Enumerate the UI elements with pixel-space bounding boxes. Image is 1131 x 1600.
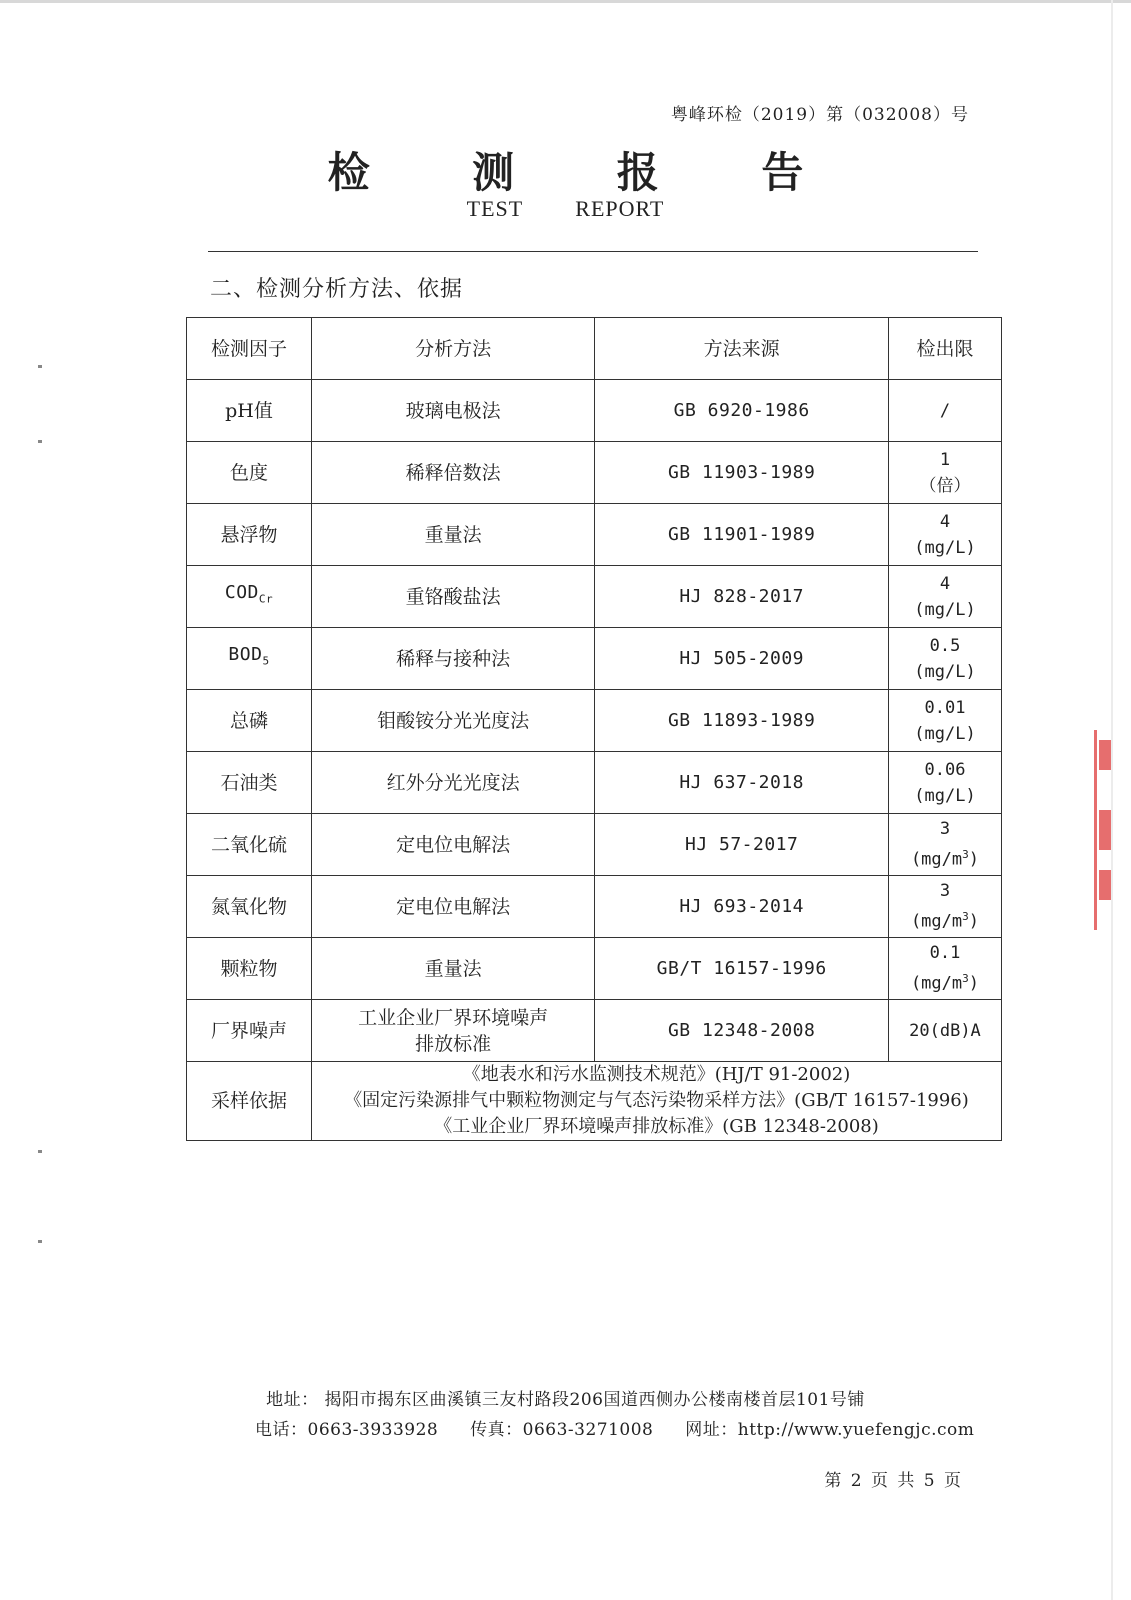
- table-row: [187, 442, 1002, 504]
- sampling-basis-row: [187, 1062, 1002, 1141]
- unit-main: (mg/m: [910, 849, 963, 870]
- limit-value: 4: [939, 573, 951, 594]
- sampling-basis-content: [311, 1062, 1001, 1141]
- header-factor: 检测因子: [187, 318, 312, 380]
- cell-factor: 厂界噪声: [187, 1000, 312, 1062]
- page-number: 第 2 页 共 5 页: [824, 1471, 963, 1491]
- footer-contact: [255, 1415, 1000, 1440]
- limit-unit: [893, 842, 997, 873]
- cell-source: HJ 637-2018: [595, 752, 889, 814]
- limit-value: 3: [939, 881, 951, 902]
- cell-source: GB 6920-1986: [595, 380, 889, 442]
- cell-factor: 氮氧化物: [187, 876, 312, 938]
- limit-value: 1: [939, 449, 951, 470]
- limit-unit: (mg/L): [914, 723, 976, 744]
- footer-phone: 电话：0663-3933928: [255, 1420, 439, 1440]
- table-row: [187, 690, 1002, 752]
- cell-source: HJ 57-2017: [595, 814, 889, 876]
- cell-limit: 20(dB)A: [888, 1000, 1001, 1062]
- unit-end: ): [968, 849, 979, 870]
- cell-factor: [187, 566, 312, 628]
- methods-table: [186, 317, 1002, 1141]
- unit-superscript: 3: [962, 972, 969, 986]
- cell-limit: [888, 442, 1001, 504]
- table-row: [187, 814, 1002, 876]
- table-row: [187, 566, 1002, 628]
- cell-factor: 颗粒物: [187, 938, 312, 1000]
- basis-line: 《地表水和污水监测技术规范》(HJ/T 91-2002): [462, 1064, 851, 1085]
- cell-source: GB 11901-1989: [595, 504, 889, 566]
- sampling-basis-label: 采样依据: [187, 1062, 312, 1141]
- table-row: [187, 504, 1002, 566]
- method-line: 排放标准: [415, 1032, 492, 1055]
- limit-unit: (mg/L): [914, 785, 976, 806]
- cell-method: 钼酸铵分光光度法: [311, 690, 594, 752]
- factor-subscript: Cr: [258, 592, 274, 606]
- basis-line: 《固定污染源排气中颗粒物测定与气态污染物采样方法》(GB/T 16157-1996): [344, 1090, 969, 1111]
- cell-method: 稀释倍数法: [311, 442, 594, 504]
- cell-limit: /: [888, 380, 1001, 442]
- footer-address: 地址： 揭阳市揭东区曲溪镇三友村路段206国道西侧办公楼南楼首层101号铺: [266, 1390, 865, 1410]
- cell-factor: 二氧化硫: [187, 814, 312, 876]
- report-number: 粤峰环检（2019）第（032008）号: [670, 105, 969, 125]
- method-line: 工业企业厂界环境噪声: [358, 1006, 549, 1029]
- cell-method: 重量法: [311, 504, 594, 566]
- cell-method: 红外分光光度法: [311, 752, 594, 814]
- limit-value: 0.5: [929, 635, 961, 656]
- unit-superscript: 3: [962, 848, 969, 862]
- cell-factor: pH值: [187, 380, 312, 442]
- cell-source: HJ 828-2017: [595, 566, 889, 628]
- margin-mark: [38, 1150, 42, 1153]
- cell-factor: 色度: [187, 442, 312, 504]
- seal-stamp-fragment: [1094, 730, 1113, 930]
- cell-factor: 石油类: [187, 752, 312, 814]
- limit-value: 0.06: [924, 759, 966, 780]
- unit-superscript: 3: [962, 910, 969, 924]
- cell-limit: [888, 690, 1001, 752]
- table-row: [187, 876, 1002, 938]
- table-row: [187, 380, 1002, 442]
- cell-method: 定电位电解法: [311, 814, 594, 876]
- limit-value: 4: [939, 511, 951, 532]
- cell-method: 稀释与接种法: [311, 628, 594, 690]
- cell-limit: [888, 814, 1001, 876]
- table-header-row: [187, 318, 1002, 380]
- factor-main: BOD: [228, 644, 263, 666]
- unit-end: ): [968, 973, 979, 994]
- section-heading: 二、检测分析方法、依据: [210, 277, 464, 302]
- cell-source: GB/T 16157-1996: [595, 938, 889, 1000]
- unit-main: (mg/m: [910, 911, 963, 932]
- table-row: [187, 1000, 1002, 1062]
- header-source: 方法来源: [595, 318, 889, 380]
- header-divider: [208, 251, 978, 252]
- basis-line: 《工业企业厂界环境噪声排放标准》(GB 12348-2008): [434, 1116, 879, 1137]
- limit-unit: (mg/L): [914, 661, 976, 682]
- cell-method: [311, 1000, 594, 1062]
- table-row: [187, 752, 1002, 814]
- footer-website[interactable]: 网址：http://www.yuefengjc.com: [685, 1420, 975, 1440]
- header-method: 分析方法: [311, 318, 594, 380]
- cell-factor: [187, 628, 312, 690]
- report-title-cn: 检 测 报 告: [327, 148, 848, 197]
- unit-end: ): [968, 911, 979, 932]
- limit-unit: (mg/L): [914, 537, 976, 558]
- cell-method: 重量法: [311, 938, 594, 1000]
- limit-value: 0.1: [929, 943, 961, 964]
- footer-fax: 传真：0663-3271008: [470, 1420, 654, 1440]
- limit-value: 0.01: [924, 697, 966, 718]
- cell-method: 重铬酸盐法: [311, 566, 594, 628]
- cell-source: GB 12348-2008: [595, 1000, 889, 1062]
- cell-method: 玻璃电极法: [311, 380, 594, 442]
- cell-method: 定电位电解法: [311, 876, 594, 938]
- limit-value: 3: [939, 819, 951, 840]
- limit-unit: [893, 904, 997, 935]
- margin-mark: [38, 365, 42, 368]
- cell-limit: [888, 566, 1001, 628]
- margin-mark: [38, 440, 42, 443]
- cell-factor: 悬浮物: [187, 504, 312, 566]
- report-title-en: TEST REPORT: [466, 196, 665, 221]
- limit-unit: (mg/L): [914, 599, 976, 620]
- limit-unit: [893, 966, 997, 997]
- cell-factor: 总磷: [187, 690, 312, 752]
- cell-limit: [888, 876, 1001, 938]
- header-limit: 检出限: [888, 318, 1001, 380]
- cell-limit: [888, 628, 1001, 690]
- limit-unit: （倍）: [919, 475, 971, 496]
- table-row: [187, 938, 1002, 1000]
- table-row: [187, 628, 1002, 690]
- unit-main: (mg/m: [910, 973, 963, 994]
- cell-source: GB 11903-1989: [595, 442, 889, 504]
- cell-source: HJ 505-2009: [595, 628, 889, 690]
- scan-top-edge: [0, 0, 1131, 3]
- cell-source: GB 11893-1989: [595, 690, 889, 752]
- factor-main: COD: [224, 582, 259, 604]
- cell-limit: [888, 752, 1001, 814]
- cell-limit: [888, 938, 1001, 1000]
- margin-mark: [38, 1240, 42, 1243]
- cell-limit: [888, 504, 1001, 566]
- factor-subscript: 5: [262, 654, 270, 668]
- cell-source: HJ 693-2014: [595, 876, 889, 938]
